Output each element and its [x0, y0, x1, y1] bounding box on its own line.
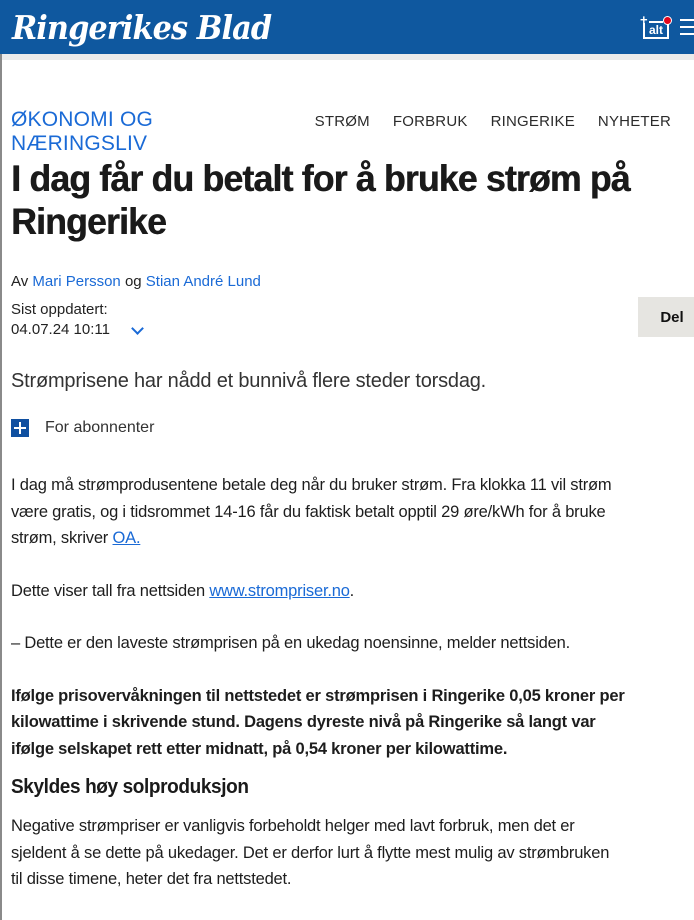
- text-line: til disse timene, heter det fra nettstedet.: [11, 870, 292, 888]
- tag-strom[interactable]: STRØM: [314, 113, 370, 130]
- source-link-oa[interactable]: OA.: [112, 529, 141, 547]
- alt-label: alt: [643, 23, 669, 39]
- text-line: ifølge selskapet rett etter midnatt, på 0,54 kroner per kilowattime.: [11, 739, 508, 758]
- text-line: være gratis, og i tidsrommet 14-16 får du faktisk betalt opptil 29 øre/kWh for å bruke: [11, 502, 606, 521]
- article: [0, 108, 694, 893]
- article-lead: Strømprisene har nådd et bunnivå flere steder torsdag.: [11, 370, 487, 392]
- site-logo[interactable]: Ringerikes Blad: [12, 7, 272, 47]
- tag-ringerike[interactable]: RINGERIKE: [490, 113, 575, 130]
- tag-nyheter[interactable]: NYHETER: [597, 113, 671, 130]
- author-link[interactable]: Stian André Lund: [145, 273, 261, 290]
- tag-forbruk[interactable]: FORBRUK: [392, 113, 468, 130]
- text-line: sjeldent å se dette på ukedager. Det er derfor lurt å flytte mest mulig av strømbruken: [11, 843, 610, 862]
- section-link[interactable]: ØKONOMI OG NÆRINGSLIV: [11, 108, 154, 155]
- byline-joiner: og: [124, 273, 142, 290]
- byline: [11, 273, 694, 290]
- paragraph: [11, 472, 694, 552]
- notification-dot-icon: [663, 16, 672, 25]
- byline-prefix: Av: [11, 273, 29, 290]
- menu-line: [680, 19, 694, 21]
- meta-row: [11, 300, 694, 340]
- strompriser-link[interactable]: www.strompriser.no: [209, 581, 350, 600]
- article-tags-nav: [11, 108, 694, 155]
- updated-info: [11, 300, 142, 340]
- text-line: strøm, skriver: [11, 529, 113, 547]
- site-header: [0, 0, 694, 54]
- article-title: I dag får du betalt for å bruke strøm på Ringerike: [11, 158, 630, 242]
- text-line: kilowattime i skrivende stund. Dagens dyreste nivå på Ringerike så langt var: [11, 713, 596, 731]
- subscriber-badge: [11, 419, 694, 437]
- header-actions: [640, 14, 694, 40]
- menu-line: [680, 33, 694, 35]
- plus-subscription-icon: [11, 419, 29, 437]
- menu-line: [680, 26, 694, 28]
- alt-subscription-icon[interactable]: [640, 14, 672, 40]
- author-link[interactable]: Mari Persson: [32, 273, 121, 290]
- subscriber-label: For abonnenter: [45, 419, 155, 436]
- text-line: Ifølge prisovervåkningen til nettstedet er strømprisen i Ringerike 0,05 kroner per: [11, 686, 625, 705]
- hamburger-menu-icon[interactable]: [680, 19, 694, 35]
- text-end: .: [349, 581, 355, 600]
- updated-label: Sist oppdatert:: [11, 301, 108, 318]
- quote-paragraph: – Dette er den laveste strømprisen på en ukedag noensinne, melder nettsiden.: [11, 634, 570, 652]
- paragraph: [11, 578, 694, 605]
- text-line: I dag må strømprodusentene betale deg når du bruker strøm. Fra klokka 11 vil strøm: [11, 476, 612, 494]
- bold-paragraph: [11, 683, 694, 763]
- text-line: Dette viser tall fra nettsiden: [11, 581, 210, 600]
- chevron-down-icon[interactable]: [131, 322, 144, 335]
- plus-icon: +: [640, 12, 648, 27]
- header-subband: [0, 54, 694, 60]
- text-line: Negative strømpriser er vanligvis forbeholdt helger med lavt forbruk, men det er: [11, 817, 575, 835]
- page-edge-rule: [0, 54, 2, 920]
- share-button[interactable]: Del: [638, 297, 694, 337]
- updated-value: 04.07.24 10:11: [11, 321, 110, 338]
- updated-toggle[interactable]: [11, 320, 142, 340]
- section-subheading: Skyldes høy solproduksjon: [11, 776, 249, 798]
- paragraph: [11, 813, 694, 893]
- article-body: [11, 472, 694, 893]
